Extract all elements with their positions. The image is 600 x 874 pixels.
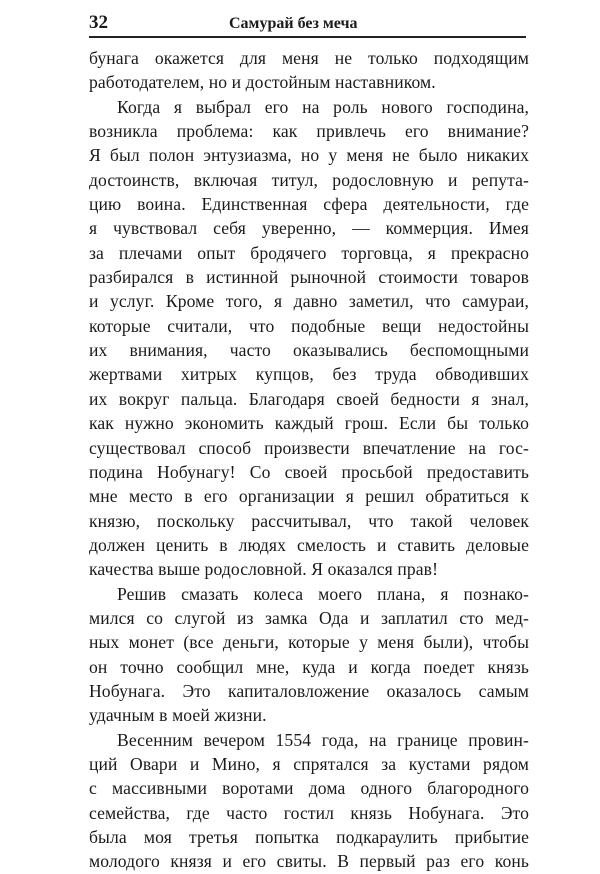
text-line: Весенним вечером 1554 года, на границе провин- [117, 729, 529, 750]
text-line: работодателем, но и достойным наставником. [89, 72, 436, 93]
text-line: за плечами опыт бродячего торговца, я прекрасно [89, 242, 529, 263]
text-line: семейства, где часто гостил князь Нобунага. Это [89, 802, 529, 823]
text-line: жертвами хитрых купцов, без труда обводивших [89, 364, 529, 385]
text-line: Когда я выбрал его на роль нового господина, [117, 96, 529, 117]
text-line: князю, поскольку рассчитывал, что такой человек [89, 510, 529, 531]
text-line: и услуг. Кроме того, я давно заметил, что самураи, [89, 291, 529, 312]
text-line: разбирался в истинной рыночной стоимости товаров [89, 267, 529, 288]
text-line: ных монет (все деньги, которые у меня были), чтобы [89, 632, 529, 653]
text-line: Решив смазать колеса моего плана, я познако- [117, 583, 529, 604]
running-header [89, 12, 526, 38]
text-line: должен ценить в людях смелость и ставить деловые [89, 534, 529, 555]
text-line: бунага окажется для меня не только подходящим [89, 48, 529, 68]
text-line: мне место в его организации я решил обратиться к [89, 486, 529, 507]
text-line: подина Нобунагу! Со своей просьбой предоставить [89, 461, 529, 482]
text-line: их внимания, часто оказывались беспомощными [89, 340, 529, 361]
text-line: возникла проблема: как привлечь его внимание? [89, 121, 529, 142]
text-line: достоинств, включая титул, родословную и репута- [89, 169, 529, 190]
text-line: ций Овари и Мино, я спрятался за кустами рядом [89, 753, 529, 774]
book-title: Самурай без меча [229, 15, 358, 32]
text-line: существовал способ произвести впечатление на гос- [89, 437, 529, 458]
text-line: молодого князя и его свиты. В первый раз его конь [89, 851, 529, 872]
text-line: Нобунага. Это капиталовложение оказалось самым [89, 680, 529, 701]
text-line: удачным в моей жизни. [89, 705, 267, 726]
text-line: их вокруг пальца. Благодаря своей бедности я знал, [89, 388, 529, 409]
text-line: была моя третья попытка подкараулить прибытие [89, 827, 529, 847]
text-line: которые считали, что подобные вещи недостойны [89, 315, 529, 336]
text-line: мился со слугой из замка Ода и заплатил сто мед- [89, 607, 529, 628]
text-line: он точно сообщил мне, куда и когда поедет князь [89, 656, 529, 677]
text-line: качества выше родословной. Я оказался прав! [89, 559, 439, 580]
text-line: как нужно экономить каждый грош. Если бы только [89, 413, 529, 434]
text-line: цию воина. Единственная сфера деятельности, где [89, 194, 529, 215]
text-line: Я был полон энтузиазма, но у меня не было никаких [89, 145, 529, 166]
page-number: 32 [89, 12, 108, 33]
text-line: с массивными воротами дома одного благородного [89, 778, 529, 799]
text-line: я чувствовал себя уверенно, — коммерция. Имея [89, 218, 529, 239]
